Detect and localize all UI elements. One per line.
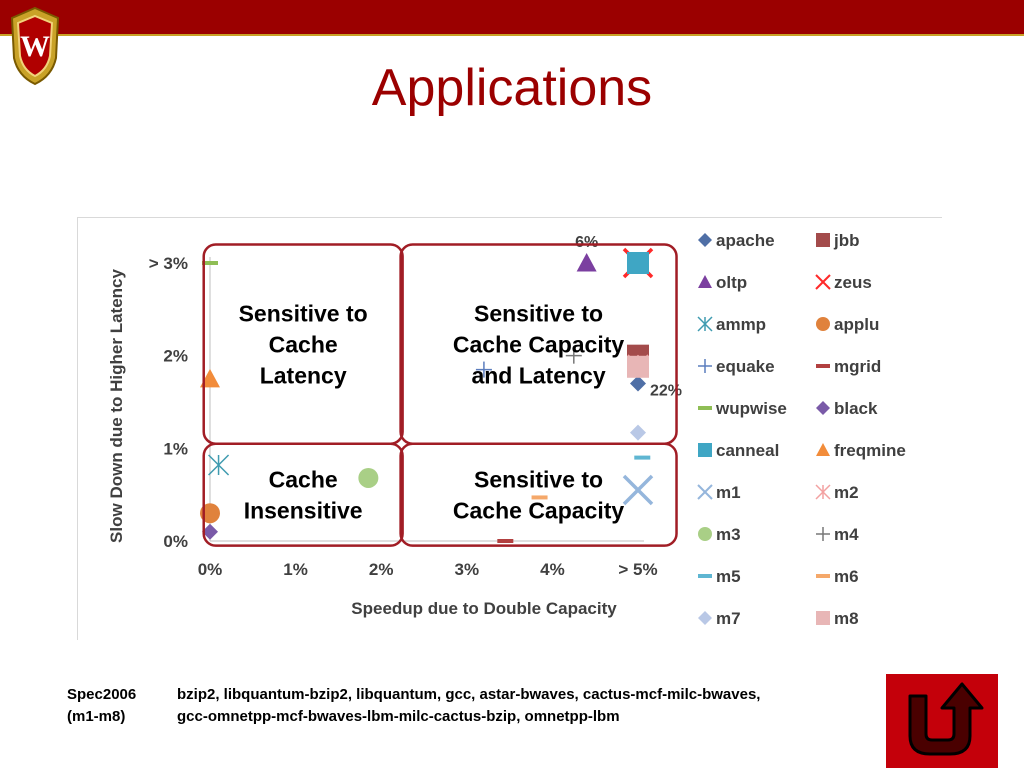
y-tick-label-3: > 3% <box>148 254 188 273</box>
legend-label-ammp: ammp <box>716 315 767 334</box>
region-label-sensitive-latency-line-1: Sensitive to <box>238 300 368 327</box>
data-point-m3 <box>358 468 378 488</box>
legend-label-m5: m5 <box>716 567 741 586</box>
y-axis-title: Slow Down due to Higher Latency <box>107 269 126 543</box>
legend-marker-canneal <box>698 443 712 457</box>
region-label-cache-insensitive-line-2: Insensitive <box>243 497 363 524</box>
data-point-mgrid <box>497 539 513 543</box>
region-label-sensitive-latency-line-2: Cache <box>268 331 338 358</box>
legend-marker-zeus <box>816 275 830 289</box>
legend-label-m1: m1 <box>716 483 741 502</box>
footnote-text-line-2: gcc-omnetpp-mcf-bwaves-lbm-milc-cactus-bzip, omnetpp-lbm <box>177 708 620 725</box>
footnote-label <box>67 684 136 728</box>
x-axis-title: Speedup due to Double Capacity <box>351 599 617 618</box>
legend-label-zeus: zeus <box>834 273 872 292</box>
legend-marker-jbb <box>816 233 830 247</box>
y-tick-label-0: 0% <box>163 532 188 551</box>
data-point-ammp <box>209 455 229 475</box>
data-point-oltp <box>577 253 597 272</box>
region-label-sensitive-capacity-line-1: Sensitive to <box>474 466 604 493</box>
x-tick-label-5: > 5% <box>618 560 658 579</box>
footnote-text <box>177 684 760 728</box>
svg-text:W: W <box>20 30 50 63</box>
x-tick-label-2: 2% <box>368 560 394 579</box>
legend-label-freqmine: freqmine <box>834 441 906 460</box>
x-tick-label-1: 1% <box>283 560 308 579</box>
header-bar <box>0 0 1024 36</box>
legend-marker-m3 <box>698 527 712 541</box>
legend-label-m3: m3 <box>716 525 741 544</box>
legend-marker-m5 <box>698 574 712 578</box>
u-arrow-logo <box>886 674 998 768</box>
legend-marker-apache <box>698 233 712 247</box>
annotation-6: 6% <box>575 234 599 251</box>
legend-marker-m7 <box>698 611 712 625</box>
legend-marker-m1 <box>698 485 712 499</box>
region-label-sensitive-capacity-latency-line-1: Sensitive to <box>474 300 604 327</box>
x-tick-label-4: 4% <box>540 560 565 579</box>
legend-marker-oltp <box>698 275 712 288</box>
legend-label-jbb: jbb <box>834 231 860 250</box>
footnote-label-line-2: (m1-m8) <box>67 708 126 725</box>
legend-marker-black <box>816 401 830 415</box>
region-box-cache-insensitive <box>204 444 403 546</box>
data-point-m5 <box>634 456 650 460</box>
region-label-sensitive-capacity-latency-line-2: Cache Capacity <box>452 331 625 358</box>
legend-label-m4: m4 <box>834 525 859 544</box>
x-tick-label-3: 3% <box>454 560 480 579</box>
region-label-sensitive-capacity-latency-line-3: and Latency <box>471 362 606 389</box>
legend-label-m6: m6 <box>834 567 859 586</box>
y-tick-label-2: 2% <box>163 346 188 366</box>
footnote-text-line-1: bzip2, libquantum-bzip2, libquantum, gcc, astar-bwaves, cactus-mcf-milc-bwaves, <box>177 686 761 703</box>
legend-marker-ammp <box>698 317 712 331</box>
chart-area <box>77 217 942 640</box>
slide-title: Applications <box>371 59 653 117</box>
legend-marker-mgrid <box>816 364 830 368</box>
legend-label-equake: equake <box>716 357 775 376</box>
legend-marker-equake <box>698 359 712 373</box>
legend-marker-wupwise <box>698 406 712 410</box>
legend-marker-m2 <box>816 485 830 499</box>
legend-label-apache: apache <box>716 231 775 250</box>
legend-marker-m6 <box>816 574 830 578</box>
footnote-label-line-1: Spec2006 <box>67 686 137 703</box>
region-label-sensitive-latency-line-3: Latency <box>259 362 347 389</box>
data-point-m7 <box>630 425 646 441</box>
legend-marker-applu <box>816 317 830 331</box>
legend-label-m7: m7 <box>716 609 741 628</box>
data-point-m8 <box>627 356 649 378</box>
scatter-chart <box>78 218 942 640</box>
legend-marker-m8 <box>816 611 830 625</box>
legend-marker-freqmine <box>816 443 830 456</box>
data-point-m1 <box>624 476 652 504</box>
legend-marker-m4 <box>816 527 830 541</box>
legend-label-black: black <box>834 399 878 418</box>
legend-label-applu: applu <box>834 315 880 334</box>
legend-label-m8: m8 <box>834 609 859 628</box>
region-label-sensitive-capacity-line-2: Cache Capacity <box>452 497 625 524</box>
legend-label-m2: m2 <box>834 483 859 502</box>
legend-label-oltp: oltp <box>716 273 748 292</box>
legend-label-wupwise: wupwise <box>716 399 787 418</box>
data-point-apache <box>630 375 646 391</box>
region-label-cache-insensitive-line-1: Cache <box>268 466 338 493</box>
annotation-22: 22% <box>650 382 683 400</box>
x-tick-label-0: 0% <box>197 560 223 579</box>
data-point-canneal <box>627 252 649 274</box>
y-tick-label-1: 1% <box>163 439 188 459</box>
legend-label-mgrid: mgrid <box>834 357 882 376</box>
legend-label-canneal: canneal <box>716 441 780 460</box>
